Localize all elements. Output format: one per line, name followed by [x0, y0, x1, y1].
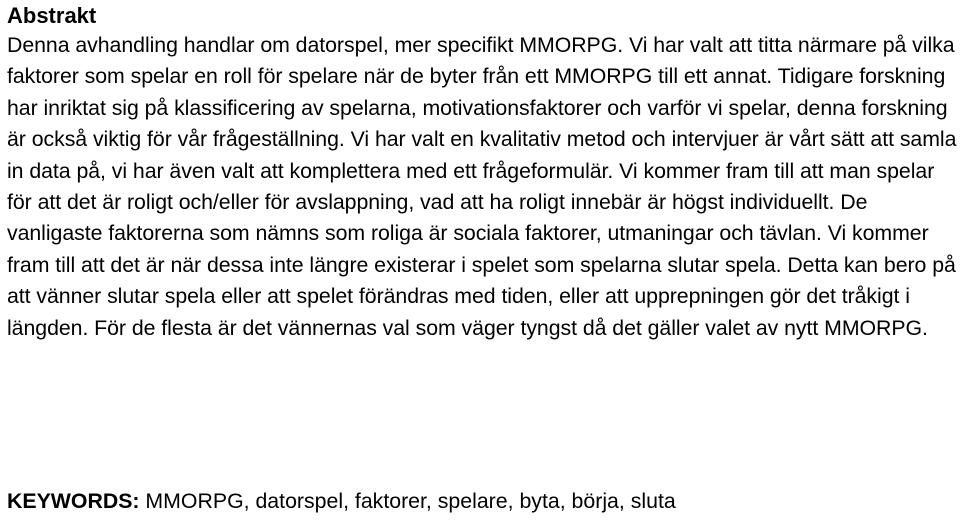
abstract-heading: Abstrakt [7, 3, 97, 28]
document-page [7, 0, 957, 513]
keywords-label: KEYWORDS: [7, 489, 140, 513]
abstract-body: Denna avhandling handlar om datorspel, mer specifikt MMORPG. Vi har valt att titta närmare på vilka faktorer som spelar en roll för spelare när de byter från ett MMORPG till ett annat. Tidigare forskning har inriktat sig på klassificering av spelarna, motivationsfaktorer och varför vi spelar, denna forskning är också viktig för vår frågeställning. Vi har valt en kvalitativ metod och intervjuer är vårt sätt att samla in data på, vi har även valt att komplettera med ett frågeformulär. Vi kommer fram till att man spelar för att det är roligt och/eller för avslappning, vad att ha roligt innebär är högst individuellt. De vanligaste faktorerna som nämns som roliga är sociala faktorer, utmaningar och tävlan. Vi kommer fram till att det är när dessa inte längre existerar i spelet som spelarna slutar spela. Detta kan bero på att vänner slutar spela eller att spelet förändras med tiden, eller att upprepningen gör det tråkigt i längden. För de flesta är det vännernas val som väger tyngst då det gäller valet av nytt MMORPG. [7, 33, 957, 340]
keywords-line [7, 486, 676, 517]
keywords-text: MMORPG, datorspel, faktorer, spelare, byta, börja, sluta [139, 489, 676, 513]
